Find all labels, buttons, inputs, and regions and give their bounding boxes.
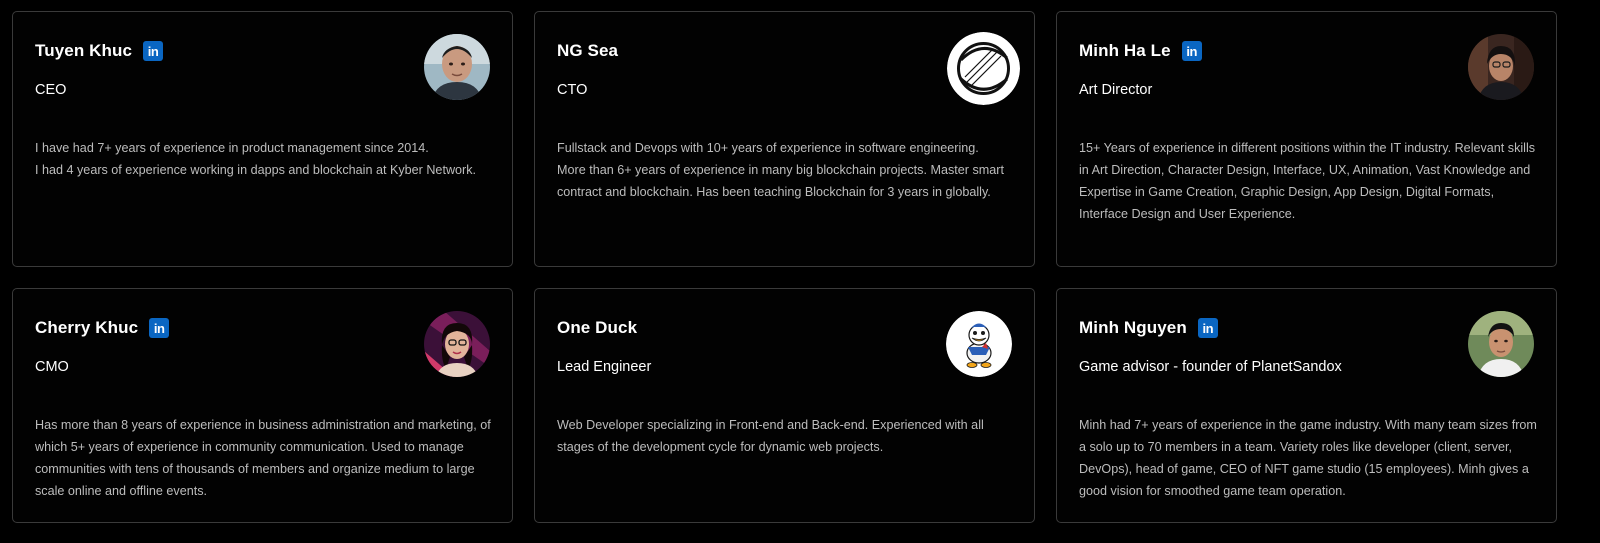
team-card: [534, 11, 1035, 267]
member-name: Tuyen Khuc: [35, 41, 133, 60]
member-name: Cherry Khuc: [35, 318, 139, 337]
member-bio: [1079, 414, 1539, 502]
avatar: [946, 311, 1012, 377]
avatar-photo-icon: [424, 311, 490, 377]
avatar-photo-icon: [1468, 311, 1534, 377]
member-bio: [557, 137, 1017, 203]
member-bio: [35, 137, 495, 181]
bio-paragraph: 15+ Years of experience in different positions within the IT industry. Relevant skills in Art Direction, Character Design, Interface, UX, Animation, Vast Knowledge and Expertise in Game Creation, Graphic Design, App Design, Digital Formats, Interface Design and User Experience.: [1079, 141, 1536, 221]
name-row: [35, 317, 169, 339]
member-name: Minh Nguyen: [1079, 318, 1187, 337]
bio-paragraph: More than 6+ years of experience in many big blockchain projects. Master smart contract and blockchain. Has been teaching Blockchain for 3 years in globally.: [557, 163, 1004, 199]
avatar: [1468, 34, 1534, 100]
linkedin-icon[interactable]: in: [143, 41, 163, 61]
member-role: CEO: [35, 82, 67, 98]
bio-paragraph: I had 4 years of experience working in dapps and blockchain at Kyber Network.: [35, 163, 477, 177]
name-row: [35, 40, 163, 62]
avatar-photo-icon: [1468, 34, 1534, 100]
name-row: [557, 40, 618, 62]
bio-paragraph: Fullstack and Devops with 10+ years of experience in software engineering.: [557, 141, 979, 155]
name-row: [557, 317, 637, 339]
avatar: [947, 32, 1020, 105]
member-name: NG Sea: [557, 41, 619, 60]
avatar-logo-icon: [947, 32, 1020, 105]
avatar: [424, 34, 490, 100]
member-bio: [35, 414, 495, 502]
team-card: [12, 11, 513, 267]
member-role: Lead Engineer: [557, 359, 652, 375]
bio-paragraph: Web Developer specializing in Front-end and Back-end. Experienced with all stages of the development cycle for dynamic web projects.: [557, 418, 984, 454]
team-card: [1056, 288, 1557, 523]
linkedin-icon[interactable]: in: [149, 318, 169, 338]
linkedin-icon[interactable]: in: [1182, 41, 1202, 61]
member-role: Game advisor - founder of PlanetSandox: [1079, 359, 1342, 375]
avatar-duck-icon: [946, 311, 1012, 377]
linkedin-icon[interactable]: in: [1198, 318, 1218, 338]
member-name: Minh Ha Le: [1079, 41, 1171, 60]
team-grid: [12, 11, 1557, 523]
member-name: One Duck: [557, 318, 638, 337]
name-row: [1079, 40, 1202, 62]
member-role: CMO: [35, 359, 69, 375]
member-bio: [1079, 137, 1539, 225]
member-role: Art Director: [1079, 82, 1153, 98]
avatar: [424, 311, 490, 377]
avatar: [1468, 311, 1534, 377]
bio-paragraph: Minh had 7+ years of experience in the game industry. With many team sizes from a solo up to 70 members in a team. Variety roles like developer (client, server, DevOps), head of game, CEO of NFT game studio (15 employees). Minh gives a good vision for smoothed game team operation.: [1079, 418, 1537, 498]
member-role: CTO: [557, 82, 588, 98]
bio-paragraph: I have had 7+ years of experience in product management since 2014.: [35, 141, 429, 155]
bio-paragraph: Has more than 8 years of experience in business administration and marketing, of which 5+ years of experience in community communication. Used to manage communities with tens of thousands of members and organize medium to large scale online and offline events.: [35, 418, 491, 498]
team-card: [1056, 11, 1557, 267]
team-card: [534, 288, 1035, 523]
team-card: [12, 288, 513, 523]
avatar-photo-icon: [424, 34, 490, 100]
name-row: [1079, 317, 1218, 339]
member-bio: [557, 414, 1017, 458]
